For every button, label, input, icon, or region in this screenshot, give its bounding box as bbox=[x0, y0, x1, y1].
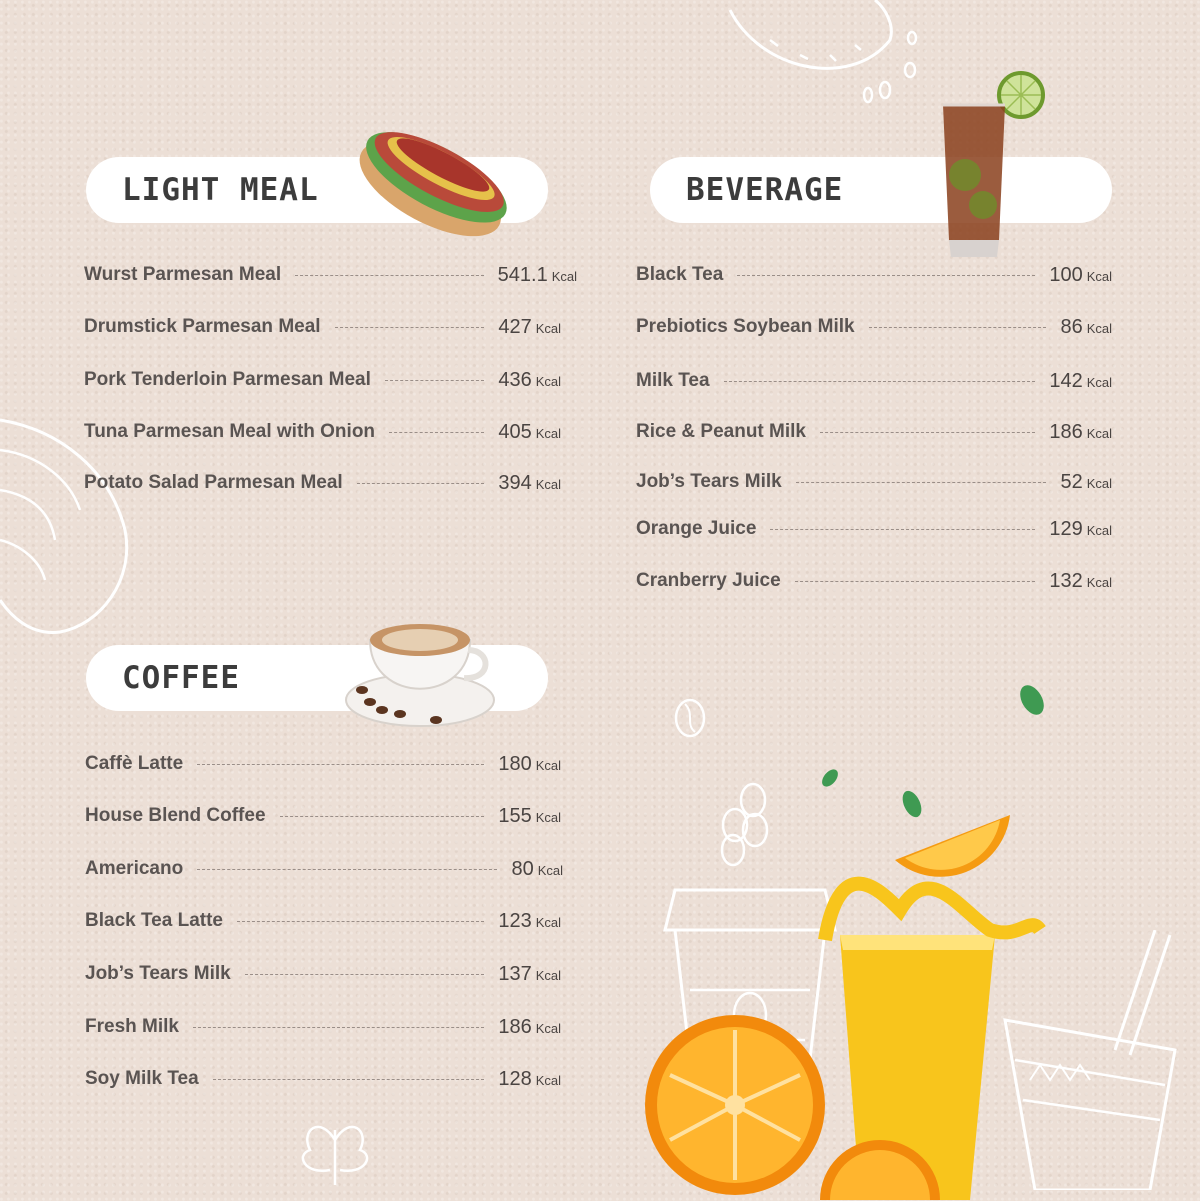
dotted-leader bbox=[197, 764, 484, 765]
item-kcal: 137 bbox=[498, 962, 532, 985]
kcal-unit: Kcal bbox=[535, 373, 561, 389]
section-title-light-meal: LIGHT MEAL bbox=[122, 172, 319, 208]
item-kcal: 132 bbox=[1049, 569, 1083, 592]
item-name: Black Tea bbox=[636, 264, 724, 285]
item-name: Caffè Latte bbox=[85, 753, 184, 774]
list-item bbox=[85, 854, 563, 884]
item-kcal: 427 bbox=[498, 315, 532, 338]
kcal-unit: Kcal bbox=[1086, 268, 1112, 284]
kcal-unit: Kcal bbox=[535, 476, 561, 492]
list-item bbox=[636, 566, 1112, 596]
item-kcal: 186 bbox=[498, 1015, 532, 1038]
list-item bbox=[84, 260, 577, 290]
item-kcal: 100 bbox=[1049, 263, 1083, 286]
kcal-unit: Kcal bbox=[535, 967, 561, 983]
item-kcal: 394 bbox=[498, 471, 532, 494]
list-item bbox=[636, 467, 1112, 497]
item-kcal: 123 bbox=[498, 909, 532, 932]
item-kcal: 128 bbox=[498, 1067, 532, 1090]
dotted-leader bbox=[820, 432, 1035, 433]
item-kcal: 86 bbox=[1060, 315, 1083, 338]
item-kcal: 541.1 bbox=[497, 263, 548, 286]
item-name: Job’s Tears Milk bbox=[636, 471, 782, 492]
list-item bbox=[636, 312, 1112, 342]
item-name: Potato Salad Parmesan Meal bbox=[84, 472, 343, 493]
item-name: Orange Juice bbox=[636, 518, 757, 539]
kcal-unit: Kcal bbox=[535, 425, 561, 441]
dotted-leader bbox=[213, 1079, 485, 1080]
kcal-unit: Kcal bbox=[535, 757, 561, 773]
item-name: Soy Milk Tea bbox=[85, 1068, 199, 1089]
dotted-leader bbox=[770, 529, 1035, 530]
list-item bbox=[85, 1012, 561, 1042]
dotted-leader bbox=[295, 275, 484, 276]
kcal-unit: Kcal bbox=[1086, 475, 1112, 491]
item-name: Wurst Parmesan Meal bbox=[84, 264, 282, 285]
section-title-beverage: BEVERAGE bbox=[686, 172, 844, 208]
kcal-unit: Kcal bbox=[1086, 320, 1112, 336]
sandwich-image bbox=[345, 115, 525, 245]
list-item bbox=[85, 749, 561, 779]
kcal-unit: Kcal bbox=[535, 1072, 561, 1088]
list-item bbox=[85, 906, 561, 936]
dotted-leader bbox=[280, 816, 485, 817]
kcal-unit: Kcal bbox=[1086, 425, 1112, 441]
kcal-unit: Kcal bbox=[1086, 522, 1112, 538]
iced-tea-image bbox=[935, 65, 1045, 265]
kcal-unit: Kcal bbox=[1086, 574, 1112, 590]
kcal-unit: Kcal bbox=[535, 320, 561, 336]
dotted-leader bbox=[385, 380, 484, 381]
list-item bbox=[84, 417, 561, 447]
kcal-unit: Kcal bbox=[535, 1020, 561, 1036]
list-item bbox=[636, 366, 1112, 396]
kcal-unit: Kcal bbox=[535, 809, 561, 825]
item-name: Rice & Peanut Milk bbox=[636, 421, 806, 442]
item-kcal: 436 bbox=[498, 368, 532, 391]
kcal-unit: Kcal bbox=[537, 862, 563, 878]
dotted-leader bbox=[197, 869, 497, 870]
item-name: Pork Tenderloin Parmesan Meal bbox=[84, 369, 371, 390]
list-item bbox=[85, 1064, 561, 1094]
list-item bbox=[85, 959, 561, 989]
dotted-leader bbox=[237, 921, 484, 922]
item-name: Drumstick Parmesan Meal bbox=[84, 316, 321, 337]
list-item bbox=[84, 365, 561, 395]
list-item bbox=[84, 312, 561, 342]
item-name: Job’s Tears Milk bbox=[85, 963, 231, 984]
dotted-leader bbox=[795, 581, 1036, 582]
dotted-leader bbox=[389, 432, 484, 433]
item-kcal: 186 bbox=[1049, 420, 1083, 443]
item-name: Fresh Milk bbox=[85, 1016, 179, 1037]
list-item bbox=[84, 468, 561, 498]
item-name: Prebiotics Soybean Milk bbox=[636, 316, 855, 337]
item-kcal: 155 bbox=[498, 804, 532, 827]
item-name: Cranberry Juice bbox=[636, 570, 781, 591]
list-item bbox=[636, 417, 1112, 447]
item-name: House Blend Coffee bbox=[85, 805, 266, 826]
dotted-leader bbox=[724, 381, 1036, 382]
item-kcal: 52 bbox=[1060, 470, 1083, 493]
item-name: Tuna Parmesan Meal with Onion bbox=[84, 421, 376, 442]
dotted-leader bbox=[737, 275, 1035, 276]
kcal-unit: Kcal bbox=[1086, 374, 1112, 390]
section-title-coffee: COFFEE bbox=[122, 660, 240, 696]
leaf-doodle bbox=[290, 1100, 380, 1190]
dotted-leader bbox=[869, 327, 1047, 328]
item-kcal: 80 bbox=[511, 857, 534, 880]
dotted-leader bbox=[335, 327, 485, 328]
lemon-doodle bbox=[690, 0, 930, 110]
cappuccino-image bbox=[340, 610, 500, 730]
kcal-unit: Kcal bbox=[535, 914, 561, 930]
kcal-unit: Kcal bbox=[551, 268, 577, 284]
item-name: Black Tea Latte bbox=[85, 910, 223, 931]
list-item bbox=[85, 801, 561, 831]
item-name: Americano bbox=[85, 858, 184, 879]
item-name: Milk Tea bbox=[636, 370, 710, 391]
item-kcal: 405 bbox=[498, 420, 532, 443]
dotted-leader bbox=[357, 483, 485, 484]
dotted-leader bbox=[796, 482, 1047, 483]
list-item bbox=[636, 514, 1112, 544]
orange-juice-image bbox=[640, 680, 1060, 1200]
dotted-leader bbox=[193, 1027, 484, 1028]
item-kcal: 129 bbox=[1049, 517, 1083, 540]
item-kcal: 180 bbox=[498, 752, 532, 775]
list-item bbox=[636, 260, 1112, 290]
item-kcal: 142 bbox=[1049, 369, 1083, 392]
dotted-leader bbox=[245, 974, 485, 975]
